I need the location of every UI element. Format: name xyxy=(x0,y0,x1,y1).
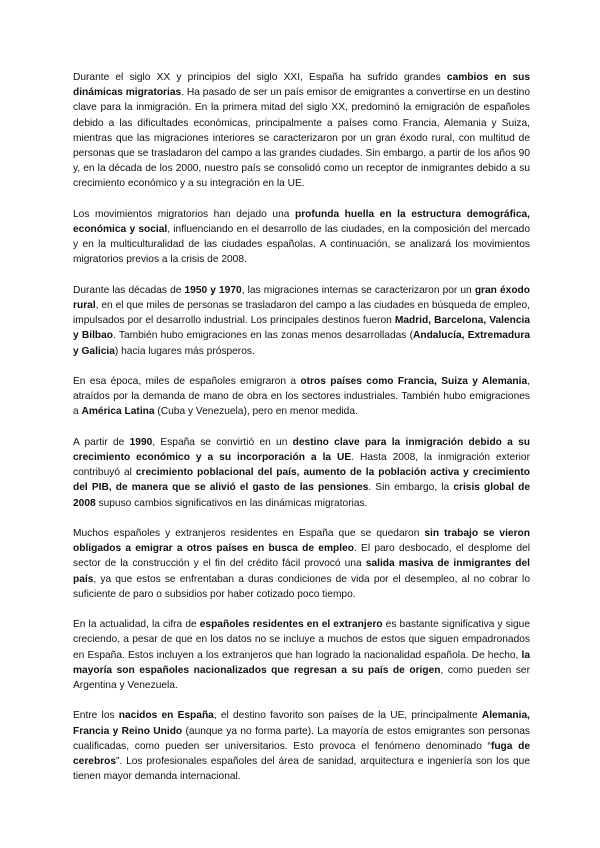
bold-text-segment: crisis global de 2008 xyxy=(73,482,531,509)
text-segment: supuso cambios significativos en las dinámicas migratorias. xyxy=(95,497,368,509)
text-segment: . Sin embargo, la xyxy=(368,482,454,494)
bold-text-segment: salida masiva de inmigrantes del país xyxy=(73,558,530,585)
paragraph-7 xyxy=(73,617,530,693)
bold-text-segment: españoles residentes en el extranjero xyxy=(199,619,383,631)
text-segment: En esa época, miles de españoles emigraron a xyxy=(73,376,301,388)
text-segment: , en el que miles de personas se trasladaron del campo a las ciudades en búsqueda de empleo, impulsados por el desarrollo industrial. Los principales destinos fueron xyxy=(73,300,530,327)
paragraph-6 xyxy=(73,526,530,602)
bold-text-segment: la mayoría son españoles nacionalizados que regresan a su país de origen xyxy=(73,649,530,676)
text-segment: En la actualidad, la cifra de xyxy=(73,619,200,631)
bold-text-segment: nacidos en España xyxy=(118,710,214,722)
text-segment: Muchos españoles y extranjeros residentes en España que se quedaron xyxy=(73,528,425,540)
paragraph-1 xyxy=(73,70,530,192)
bold-text-segment: sin trabajo se vieron obligados a emigrar a otros países en busca de empleo xyxy=(73,528,530,555)
text-segment: . También hubo emigraciones en las zonas menos desarrolladas ( xyxy=(113,330,413,342)
text-segment: es bastante significativa y sigue creciendo, a pesar de que en los datos no se incluye a muchos de estos que siguen empadronados en España. Estos incluyen a los extranjeros que han logrado la nacionalidad española. De hecho, xyxy=(73,619,531,661)
text-segment: (Cuba y Venezuela), pero en menor medida. xyxy=(154,406,358,418)
paragraph-5 xyxy=(73,435,530,511)
bold-text-segment: América Latina xyxy=(81,406,155,418)
bold-text-segment: destino clave para la inmigración debido a su crecimiento económico y a su incorporación a la UE xyxy=(73,436,531,464)
bold-text-segment: Alemania, Francia y Reino Unido xyxy=(73,710,530,737)
bold-text-segment: otros países como Francia, Suiza y Alemania xyxy=(300,376,528,388)
text-segment: Los movimientos migratorios han dejado una xyxy=(73,208,295,220)
text-segment: , ya que estos se enfrentaban a duras condiciones de vida por el desempleo, al no cobrar lo suficiente de paro o subsidios por haber cotizado poco tiempo. xyxy=(73,573,530,600)
text-segment: Durante las décadas de xyxy=(73,284,185,296)
bold-text-segment: 1950 y 1970 xyxy=(184,284,242,296)
bold-text-segment: gran éxodo rural xyxy=(73,284,530,312)
paragraph-4 xyxy=(73,374,530,420)
text-segment: . Hasta 2008, la inmigración exterior contribuyó al xyxy=(73,452,530,479)
text-segment: , el destino favorito son países de la UE, principalmente xyxy=(213,710,482,722)
text-segment: (aunque ya no forma parte). La mayoría de estos emigrantes son personas cualificadas, como pueden ser universitarios. Esto provoca el fenómeno denominado “ xyxy=(73,725,530,752)
text-segment: . Ha pasado de ser un país emisor de emigrantes a convertirse en un destino clave para la inmigración. En la primera mitad del siglo XX, predominó la emigración de españoles debido a las dificultades económicas, principalmente a países como Francia, Alemania y Suiza, mientras que las migraciones interiores se caracterizaron por un gran éxodo rural, con multitud de personas que se trasladaron del campo a las grandes ciudades. Sin embargo, a partir de los años 90 y, en la década de los 2000, nuestro país se consolidó como un receptor de inmigrantes debido a su crecimiento económico y a su integración en la UE. xyxy=(73,87,530,190)
paragraph-3 xyxy=(73,283,530,359)
bold-text-segment: profunda huella en la estructura demográfica, económica y social xyxy=(73,208,530,236)
text-segment: , influenciando en el desarrollo de las ciudades, en la composición del mercado y en la multiculturalidad de las ciudades españolas. A continuación, se analizará los movimientos migratorios previos a la crisis de 2008. xyxy=(73,224,530,266)
bold-text-segment: Madrid, Barcelona, Valencia y Bilbao xyxy=(73,315,530,342)
text-segment: . El paro desbocado, el desplome del sector de la construcción y el fin del crédito fácil provocó una xyxy=(73,543,531,570)
text-segment: , atraídos por la demanda de mano de obra en los sectores industriales. También hubo emigraciones a xyxy=(73,376,530,418)
text-segment: Durante el siglo XX y principios del siglo XXI, España ha sufrido grandes xyxy=(73,72,447,83)
paragraph-8 xyxy=(73,708,530,784)
paragraph-2 xyxy=(73,207,530,268)
bold-text-segment: 1990 xyxy=(129,436,153,448)
bold-text-segment: Andalucía, Extremadura y Galicia xyxy=(73,330,530,357)
bold-text-segment: cambios en sus dinámicas migratorias xyxy=(73,72,531,99)
bold-text-segment: crecimiento poblacional del país, aumento de la población activa y crecimiento del PIB, de manera que se alivió el gasto de las pensiones xyxy=(73,467,530,494)
document-body xyxy=(73,70,530,800)
text-segment: ) hacia lugares más prósperos. xyxy=(114,345,255,357)
bold-text-segment: fuga de cerebros xyxy=(73,740,530,768)
text-segment: Entre los xyxy=(73,710,119,722)
text-segment: , las migraciones internas se caracterizaron por un xyxy=(241,284,475,296)
text-segment: ”. Los profesionales españoles del área de sanidad, arquitectura e ingeniería son los que tienen mayor demanda internacional. xyxy=(73,756,530,783)
text-segment: , España se convirtió en un xyxy=(152,436,293,448)
text-segment: A partir de xyxy=(73,436,130,448)
text-segment: , como pueden ser Argentina y Venezuela. xyxy=(73,664,530,692)
